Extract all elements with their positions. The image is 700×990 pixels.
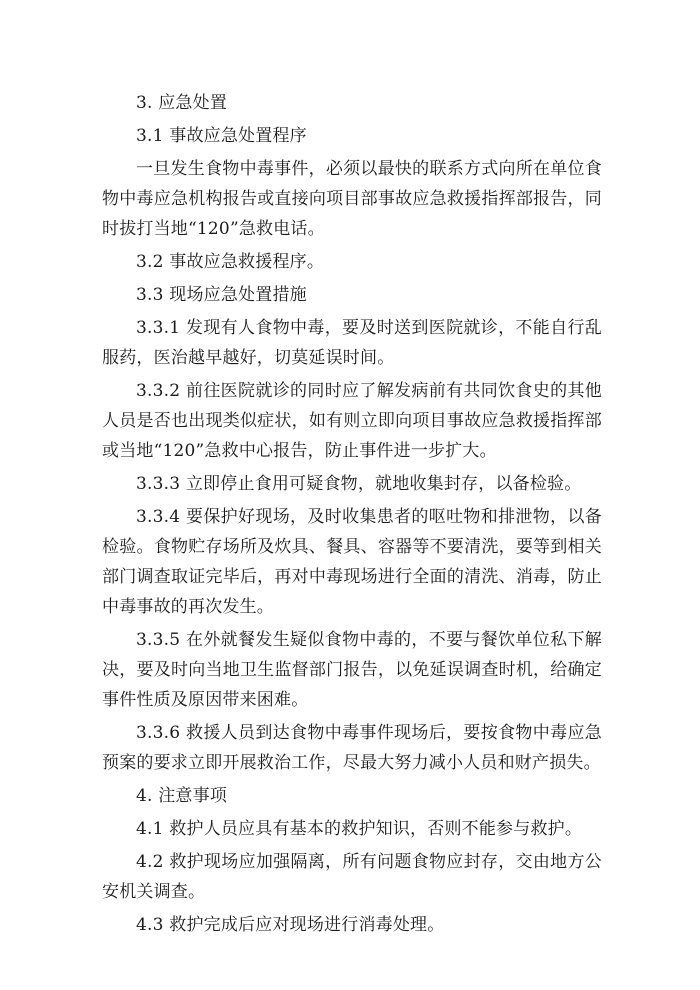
paragraph-precaution-4-2: 4.2 救护现场应加强隔离，所有问题食物应封存，交由地方公安机关调查。 xyxy=(102,852,602,902)
paragraph-measure-3-3-1: 3.3.1 发现有人食物中毒，要及时送到医院就诊，不能自行乱服药，医治越早越好，切莫延误时间。 xyxy=(102,318,602,368)
paragraph-measure-3-3-4: 3.3.4 要保护好现场，及时收集患者的呕吐物和排泄物，以备检验。食物贮存场所及炊具、餐具、容器等不要清洗，要等到相关部门调查取证完毕后，再对中毒现场进行全面的清洗、消毒，防止中毒事故的再次发生。 xyxy=(102,507,602,617)
paragraph-precaution-4-3: 4.3 救护完成后应对现场进行消毒处理。 xyxy=(136,915,445,935)
subsection-heading-accident-procedure: 3.1 事故应急处置程序 xyxy=(136,126,307,146)
paragraph-measure-3-3-6: 3.3.6 救援人员到达食物中毒事件现场后，要按食物中毒应急预案的要求立即开展救治工作，尽最大努力减小人员和财产损失。 xyxy=(102,723,602,773)
paragraph-precaution-4-1: 4.1 救护人员应具有基本的救护知识，否则不能参与救护。 xyxy=(136,819,583,839)
paragraph-measure-3-3-5: 3.3.5 在外就餐发生疑似食物中毒的，不要与餐饮单位私下解决，要及时向当地卫生监督部门报告，以免延误调查时机，给确定事件性质及原因带来困难。 xyxy=(102,630,602,710)
paragraph-measure-3-3-3: 3.3.3 立即停止食用可疑食物，就地收集封存，以备检验。 xyxy=(136,474,582,494)
section-heading-emergency-response: 3. 应急处置 xyxy=(136,93,228,113)
document-body xyxy=(102,88,602,943)
subsection-heading-onsite-measures: 3.3 现场应急处置措施 xyxy=(136,285,307,305)
paragraph-measure-3-3-2: 3.3.2 前往医院就诊的同时应了解发病前有共同饮食史的其他人员是否也出现类似症状，如有则立即向项目事故应急救援指挥部或当地“120”急救中心报告，防止事件进一步扩大。 xyxy=(102,381,602,461)
subsection-heading-rescue-procedure: 3.2 事故应急救援程序。 xyxy=(136,252,325,272)
paragraph-report-procedure: 一旦发生食物中毒事件，必须以最快的联系方式向所在单位食物中毒应急机构报告或直接向项目部事故应急救援指挥部报告，同时拔打当地“120”急救电话。 xyxy=(102,159,602,239)
section-heading-precautions: 4. 注意事项 xyxy=(136,786,228,806)
